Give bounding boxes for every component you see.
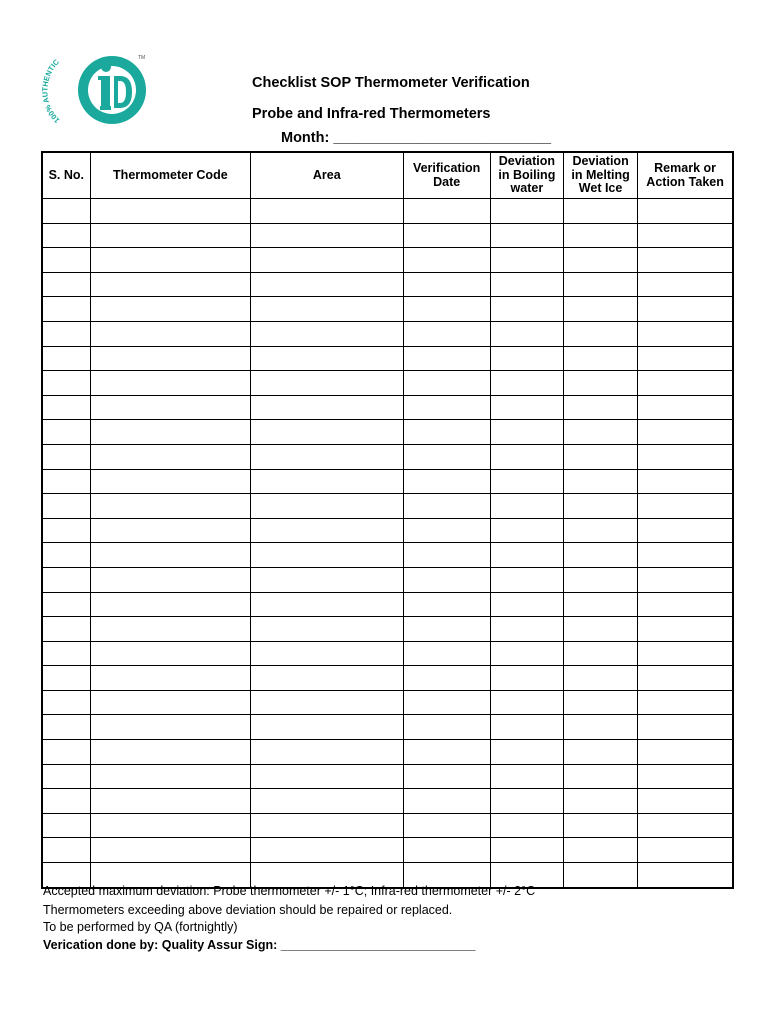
table-cell[interactable] (90, 199, 250, 224)
table-cell[interactable] (638, 789, 733, 814)
table-row (42, 321, 733, 346)
table-cell[interactable] (490, 248, 563, 273)
table-row (42, 690, 733, 715)
table-cell[interactable] (490, 444, 563, 469)
table-cell[interactable] (563, 690, 637, 715)
table-cell[interactable] (563, 617, 637, 642)
table-cell[interactable] (403, 617, 490, 642)
table-cell[interactable] (638, 666, 733, 691)
table-cell[interactable] (638, 223, 733, 248)
table-cell[interactable] (563, 272, 637, 297)
table-cell[interactable] (403, 838, 490, 863)
table-cell[interactable] (251, 444, 403, 469)
table-cell[interactable] (251, 838, 403, 863)
table-cell[interactable] (563, 592, 637, 617)
table-cell[interactable] (251, 395, 403, 420)
table-cell[interactable] (638, 371, 733, 396)
table-cell[interactable] (638, 543, 733, 568)
table-cell[interactable] (490, 395, 563, 420)
table-cell[interactable] (90, 223, 250, 248)
footer-signature-line[interactable]: Verication done by: Quality Assur Sign: ____________________________ (43, 938, 476, 952)
table-cell[interactable] (90, 567, 250, 592)
table-cell[interactable] (403, 321, 490, 346)
table-cell[interactable] (490, 223, 563, 248)
table-cell[interactable] (42, 199, 90, 224)
trademark-label: TM (138, 55, 146, 61)
table-cell[interactable] (42, 567, 90, 592)
table-row (42, 248, 733, 273)
table-cell[interactable] (403, 740, 490, 765)
table-cell[interactable] (42, 666, 90, 691)
footer-deviation-note: Accepted maximum deviation: Probe thermometer +/- 1°C; Infra-red thermometer +/- 2°C (43, 884, 536, 898)
table-cell[interactable] (90, 346, 250, 371)
table-cell[interactable] (42, 813, 90, 838)
table-cell[interactable] (490, 764, 563, 789)
table-cell[interactable] (251, 469, 403, 494)
table-cell[interactable] (638, 863, 733, 888)
table-cell[interactable] (42, 764, 90, 789)
table-cell[interactable] (490, 592, 563, 617)
table-cell[interactable] (563, 641, 637, 666)
table-row (42, 838, 733, 863)
table-cell[interactable] (42, 494, 90, 519)
table-cell[interactable] (490, 272, 563, 297)
table-cell[interactable] (90, 690, 250, 715)
footer-repair-note: Thermometers exceeding above deviation should be repaired or replaced. (43, 903, 453, 917)
table-cell[interactable] (251, 715, 403, 740)
table-cell[interactable] (490, 518, 563, 543)
table-cell[interactable] (251, 248, 403, 273)
table-row (42, 272, 733, 297)
table-cell[interactable] (563, 567, 637, 592)
table-cell[interactable] (638, 617, 733, 642)
table-cell[interactable] (90, 297, 250, 322)
table-cell[interactable] (42, 371, 90, 396)
table-cell[interactable] (490, 469, 563, 494)
table-cell[interactable] (563, 863, 637, 888)
table-row (42, 494, 733, 519)
table-cell[interactable] (90, 518, 250, 543)
table-cell[interactable] (42, 223, 90, 248)
table-cell[interactable] (490, 321, 563, 346)
table-row (42, 813, 733, 838)
table-cell[interactable] (563, 789, 637, 814)
table-cell[interactable] (403, 690, 490, 715)
table-cell[interactable] (403, 420, 490, 445)
table-row (42, 666, 733, 691)
table-cell[interactable] (490, 494, 563, 519)
table-cell[interactable] (638, 199, 733, 224)
table-cell[interactable] (638, 321, 733, 346)
table-cell[interactable] (490, 297, 563, 322)
table-cell[interactable] (563, 420, 637, 445)
col-header-deviation-boiling: Deviation in Boiling water (490, 152, 563, 199)
table-cell[interactable] (251, 543, 403, 568)
table-cell[interactable] (403, 223, 490, 248)
table-cell[interactable] (403, 199, 490, 224)
table-cell[interactable] (490, 543, 563, 568)
table-cell[interactable] (90, 321, 250, 346)
table-cell[interactable] (638, 469, 733, 494)
table-row (42, 395, 733, 420)
table-cell[interactable] (90, 248, 250, 273)
table-cell[interactable] (251, 272, 403, 297)
table-cell[interactable] (403, 641, 490, 666)
table-cell[interactable] (42, 469, 90, 494)
table-cell[interactable] (403, 543, 490, 568)
month-field[interactable]: Month: ___________________________ (281, 130, 552, 146)
table-cell[interactable] (638, 567, 733, 592)
table-cell[interactable] (251, 494, 403, 519)
table-cell[interactable] (42, 444, 90, 469)
table-cell[interactable] (403, 567, 490, 592)
table-row (42, 420, 733, 445)
table-cell[interactable] (490, 617, 563, 642)
table-cell[interactable] (90, 272, 250, 297)
table-cell[interactable] (638, 420, 733, 445)
table-cell[interactable] (563, 199, 637, 224)
table-cell[interactable] (42, 690, 90, 715)
verification-table (41, 151, 734, 889)
table-cell[interactable] (90, 371, 250, 396)
table-cell[interactable] (42, 248, 90, 273)
table-cell[interactable] (90, 444, 250, 469)
logo-ring-text: 100% AUTHENTIC (40, 57, 62, 125)
table-cell[interactable] (42, 592, 90, 617)
table-cell[interactable] (563, 813, 637, 838)
table-cell[interactable] (563, 346, 637, 371)
table-cell[interactable] (403, 469, 490, 494)
table-cell[interactable] (403, 395, 490, 420)
table-cell[interactable] (638, 297, 733, 322)
table-cell[interactable] (563, 715, 637, 740)
table-cell[interactable] (563, 518, 637, 543)
table-cell[interactable] (90, 740, 250, 765)
table-row (42, 617, 733, 642)
table-cell[interactable] (638, 248, 733, 273)
table-cell[interactable] (90, 592, 250, 617)
table-cell[interactable] (90, 617, 250, 642)
table-cell[interactable] (490, 740, 563, 765)
document-subtitle: Probe and Infra-red Thermometers (252, 106, 491, 122)
table-cell[interactable] (42, 740, 90, 765)
table-cell[interactable] (251, 641, 403, 666)
table-cell[interactable] (563, 223, 637, 248)
table-cell[interactable] (403, 813, 490, 838)
footer-frequency-note: To be performed by QA (fortnightly) (43, 920, 238, 934)
table-row (42, 469, 733, 494)
table-row (42, 199, 733, 224)
table-cell[interactable] (403, 789, 490, 814)
table-cell[interactable] (638, 813, 733, 838)
col-header-thermometer-code: Thermometer Code (90, 152, 250, 199)
col-header-area: Area (251, 152, 403, 199)
table-row (42, 371, 733, 396)
table-cell[interactable] (638, 715, 733, 740)
table-cell[interactable] (90, 469, 250, 494)
table-cell[interactable] (42, 297, 90, 322)
table-cell[interactable] (403, 371, 490, 396)
table-cell[interactable] (42, 346, 90, 371)
table-cell[interactable] (251, 518, 403, 543)
table-cell[interactable] (563, 395, 637, 420)
table-cell[interactable] (251, 346, 403, 371)
table-cell[interactable] (42, 641, 90, 666)
table-cell[interactable] (490, 838, 563, 863)
table-cell[interactable] (638, 740, 733, 765)
table-cell[interactable] (90, 764, 250, 789)
table-row (42, 641, 733, 666)
table-cell[interactable] (90, 641, 250, 666)
table-cell[interactable] (490, 666, 563, 691)
table-cell[interactable] (563, 838, 637, 863)
table-cell[interactable] (42, 543, 90, 568)
col-header-verification-date: Verification Date (403, 152, 490, 199)
table-cell[interactable] (251, 666, 403, 691)
table-cell[interactable] (251, 199, 403, 224)
table-row (42, 740, 733, 765)
table-cell[interactable] (638, 494, 733, 519)
table-cell[interactable] (638, 346, 733, 371)
table-row (42, 346, 733, 371)
table-cell[interactable] (90, 789, 250, 814)
table-row (42, 567, 733, 592)
table-cell[interactable] (90, 715, 250, 740)
table-header-row (42, 152, 733, 199)
table-cell[interactable] (251, 223, 403, 248)
table-cell[interactable] (42, 420, 90, 445)
company-logo (40, 48, 158, 132)
table-cell[interactable] (563, 444, 637, 469)
table-cell[interactable] (490, 346, 563, 371)
table-row (42, 789, 733, 814)
table-cell[interactable] (251, 617, 403, 642)
table-row (42, 223, 733, 248)
table-cell[interactable] (251, 789, 403, 814)
table-cell[interactable] (490, 690, 563, 715)
table-cell[interactable] (42, 321, 90, 346)
svg-text:100% AUTHENTIC (40, 57, 61, 125)
table-cell[interactable] (42, 272, 90, 297)
table-cell[interactable] (251, 592, 403, 617)
table-cell[interactable] (403, 715, 490, 740)
table-row (42, 543, 733, 568)
table-cell[interactable] (251, 420, 403, 445)
table-cell[interactable] (638, 764, 733, 789)
table-cell[interactable] (563, 371, 637, 396)
table-cell[interactable] (638, 518, 733, 543)
table-cell[interactable] (638, 444, 733, 469)
table-cell[interactable] (403, 272, 490, 297)
table-cell[interactable] (563, 494, 637, 519)
table-cell[interactable] (490, 813, 563, 838)
document-title: Checklist SOP Thermometer Verification (252, 75, 530, 91)
table-row (42, 715, 733, 740)
table-cell[interactable] (42, 838, 90, 863)
table-cell[interactable] (403, 592, 490, 617)
table-cell[interactable] (403, 444, 490, 469)
table-cell[interactable] (490, 371, 563, 396)
id-logo-icon (40, 48, 158, 132)
table-cell[interactable] (403, 494, 490, 519)
table-cell[interactable] (403, 764, 490, 789)
table-cell[interactable] (90, 543, 250, 568)
table-row (42, 297, 733, 322)
table-cell[interactable] (42, 518, 90, 543)
table-cell[interactable] (563, 543, 637, 568)
table-cell[interactable] (563, 764, 637, 789)
table-cell[interactable] (251, 297, 403, 322)
table-cell[interactable] (490, 715, 563, 740)
table-cell[interactable] (563, 297, 637, 322)
table-row (42, 444, 733, 469)
table-cell[interactable] (638, 272, 733, 297)
table-cell[interactable] (251, 764, 403, 789)
table-cell[interactable] (638, 641, 733, 666)
table-cell[interactable] (403, 518, 490, 543)
table-cell[interactable] (90, 494, 250, 519)
table-cell[interactable] (90, 420, 250, 445)
table-row (42, 592, 733, 617)
table-cell[interactable] (251, 321, 403, 346)
table-cell[interactable] (403, 346, 490, 371)
table-cell[interactable] (251, 567, 403, 592)
table-cell[interactable] (90, 838, 250, 863)
col-header-deviation-ice: Deviation in Melting Wet Ice (563, 152, 637, 199)
table-cell[interactable] (490, 641, 563, 666)
table-cell[interactable] (638, 838, 733, 863)
table-cell[interactable] (490, 420, 563, 445)
table-cell[interactable] (42, 617, 90, 642)
table-cell[interactable] (403, 666, 490, 691)
table-cell[interactable] (42, 715, 90, 740)
table-cell[interactable] (490, 789, 563, 814)
table-cell[interactable] (563, 666, 637, 691)
table-cell[interactable] (90, 395, 250, 420)
table-cell[interactable] (638, 592, 733, 617)
table-body (42, 199, 733, 888)
col-header-sno: S. No. (42, 152, 90, 199)
table-cell[interactable] (638, 395, 733, 420)
table-cell[interactable] (251, 690, 403, 715)
table-cell[interactable] (563, 248, 637, 273)
table-cell[interactable] (251, 371, 403, 396)
col-header-remark: Remark or Action Taken (638, 152, 733, 199)
table-row (42, 518, 733, 543)
table-cell[interactable] (251, 740, 403, 765)
table-row (42, 764, 733, 789)
table-cell[interactable] (42, 395, 90, 420)
table-cell[interactable] (563, 740, 637, 765)
table-cell[interactable] (90, 666, 250, 691)
table-cell[interactable] (563, 469, 637, 494)
table-cell[interactable] (490, 199, 563, 224)
table-cell[interactable] (563, 321, 637, 346)
table-cell[interactable] (403, 248, 490, 273)
table-cell[interactable] (251, 813, 403, 838)
table-cell[interactable] (90, 813, 250, 838)
table-cell[interactable] (638, 690, 733, 715)
table-cell[interactable] (403, 297, 490, 322)
table-cell[interactable] (42, 789, 90, 814)
table-cell[interactable] (490, 567, 563, 592)
